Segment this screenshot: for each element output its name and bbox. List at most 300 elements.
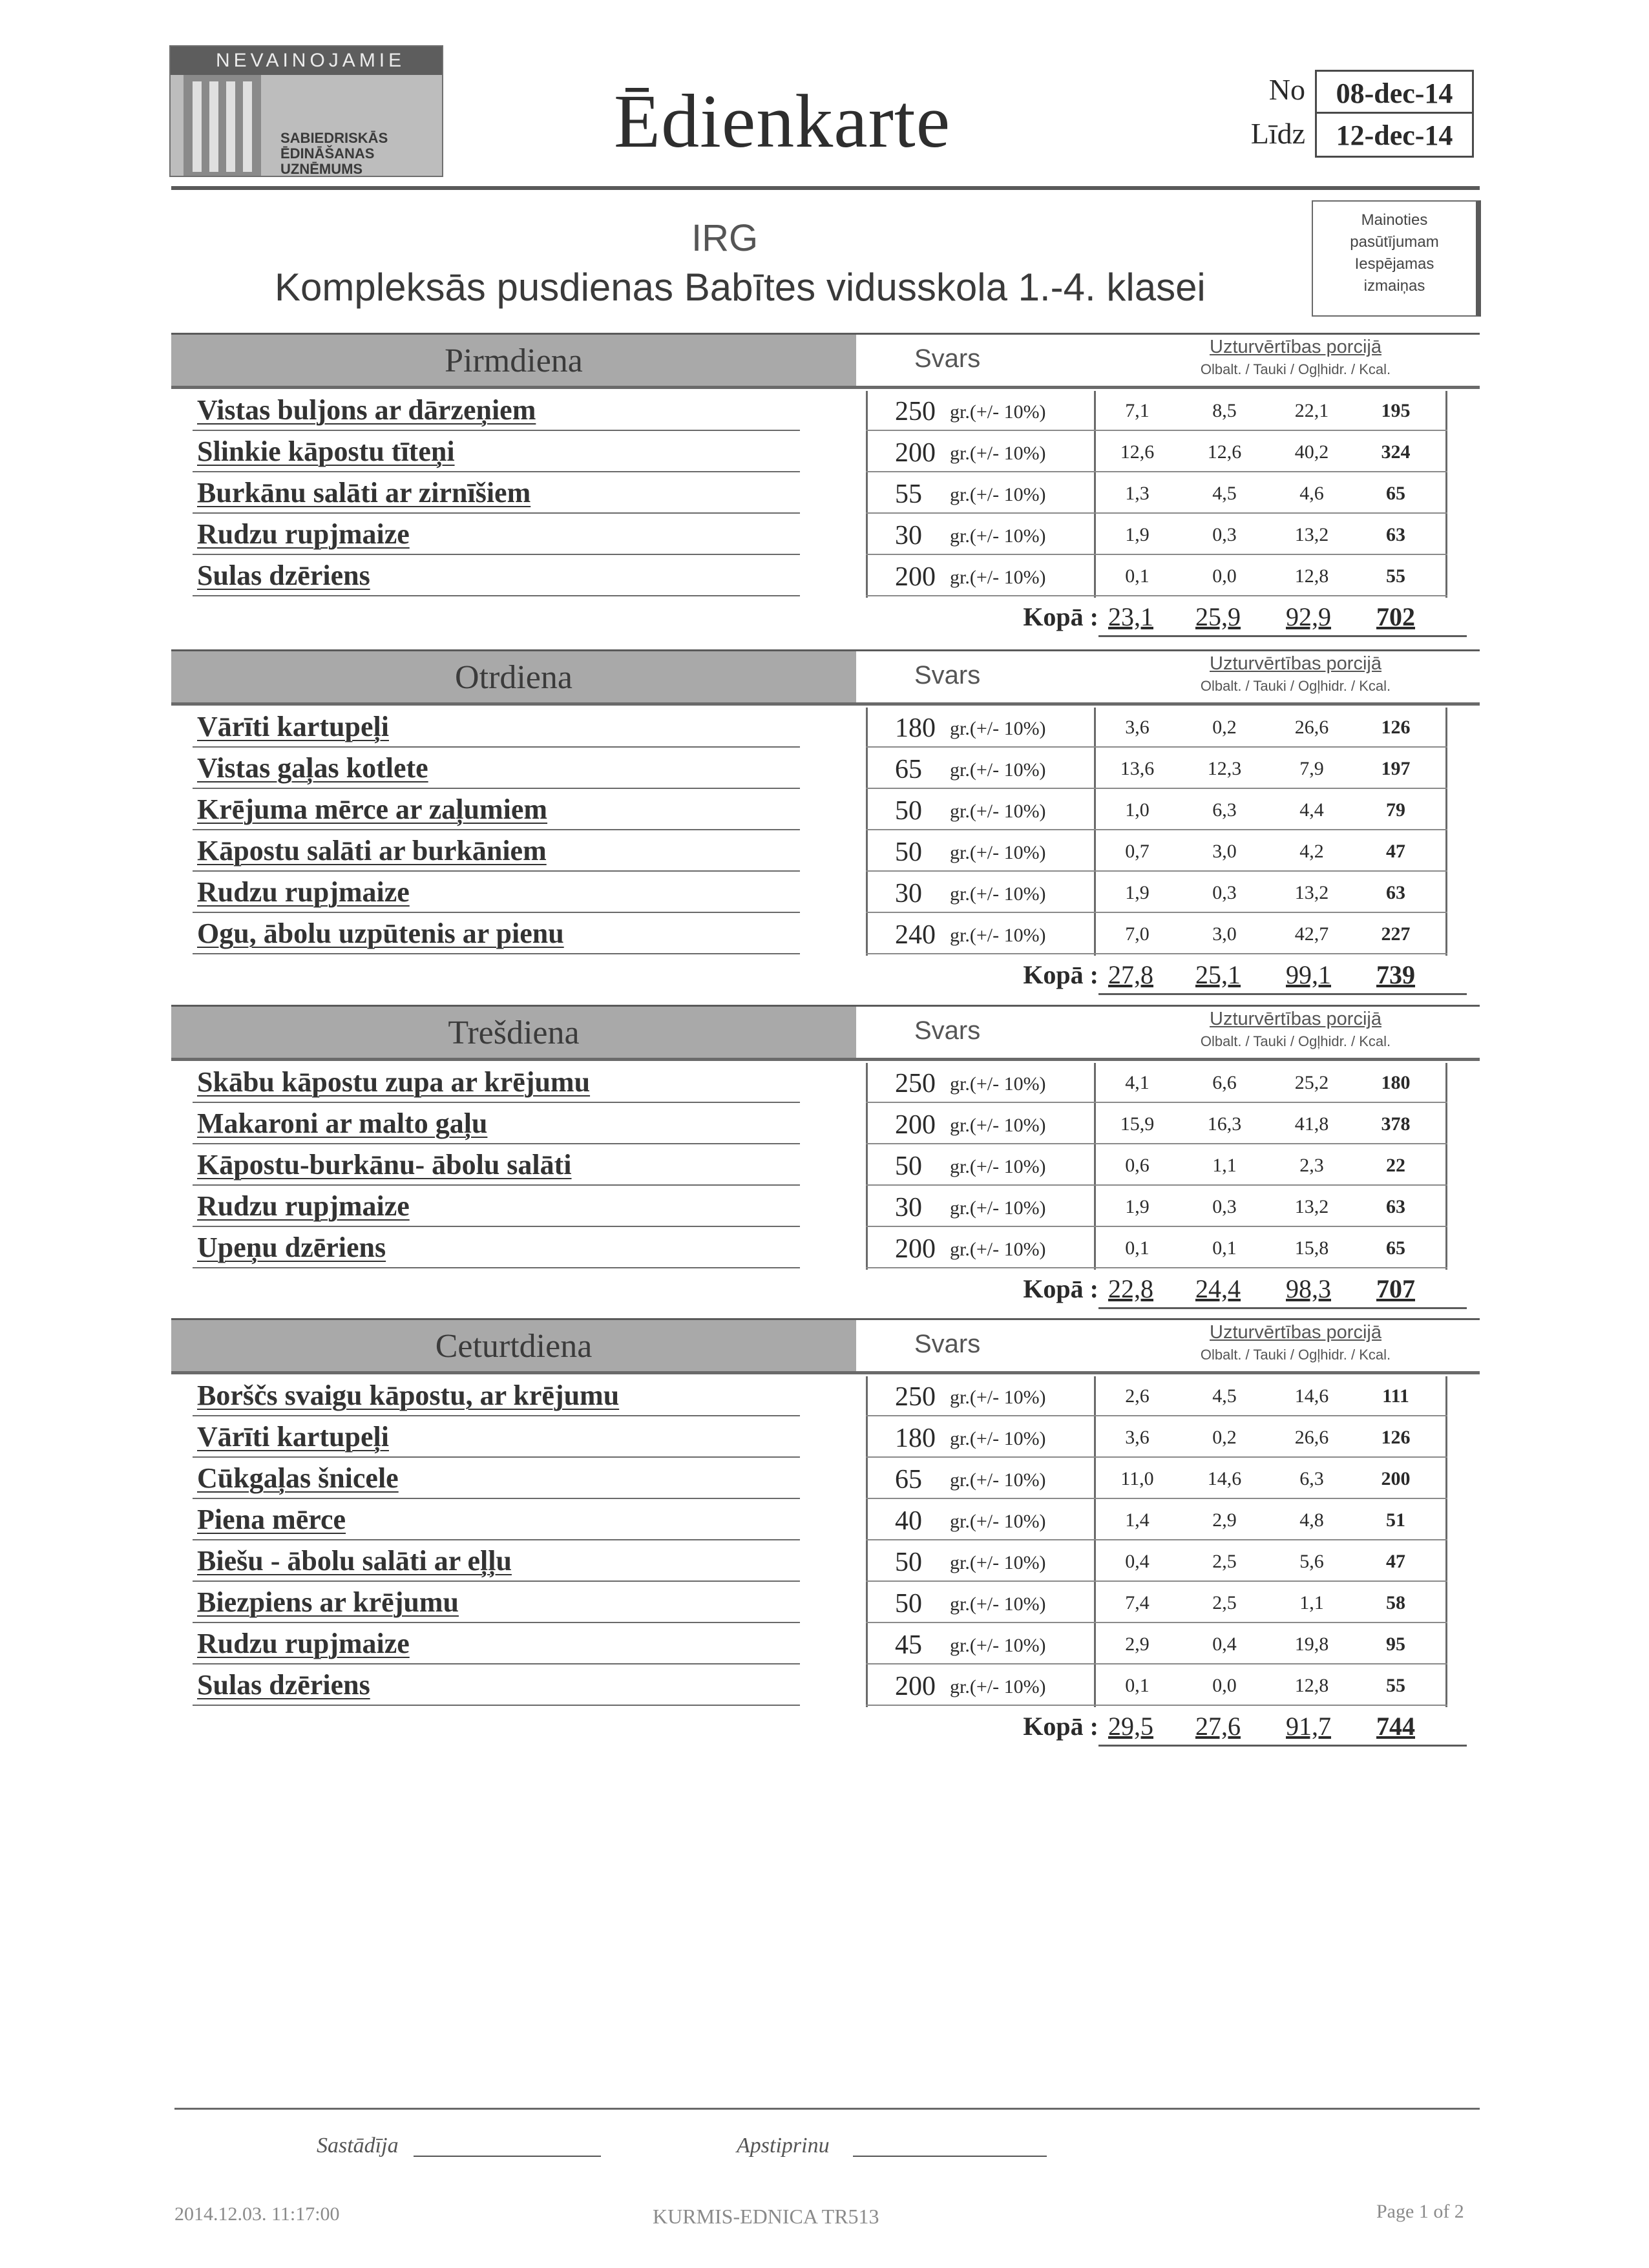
dish-protein: 1,0 [1125, 799, 1150, 821]
dish-protein: 0,7 [1125, 841, 1150, 862]
dish-name: Sulas dzēriens [197, 560, 370, 591]
column-separator [1094, 1376, 1096, 1707]
dish-weight-unit: gr.(+/- 10%) [950, 1197, 1046, 1219]
dish-protein: 1,9 [1125, 524, 1150, 545]
row-divider [866, 746, 1447, 748]
total-protein: 22,8 [1108, 1274, 1153, 1303]
column-separator [1094, 1063, 1096, 1270]
page-title: Ēdienkarte [614, 79, 951, 163]
dish-weight: 180 [895, 1423, 936, 1453]
dish-protein: 11,0 [1120, 1468, 1154, 1489]
compiled-by-label: Sastādīja [317, 2134, 399, 2158]
dish-fat: 3,0 [1212, 923, 1237, 945]
dish-underline [193, 1705, 800, 1706]
day-name: Ceturtdiena [435, 1328, 593, 1365]
notice-line: izmaiņas [1363, 277, 1425, 295]
day-name: Otrdiena [455, 659, 572, 696]
dish-name: Vistas buljons ar dārzeņiem [197, 394, 536, 426]
dish-underline [193, 1456, 800, 1458]
dish-protein: 2,9 [1125, 1633, 1150, 1655]
weight-column-header: Svars [914, 661, 981, 689]
column-separator [866, 1376, 868, 1707]
dish-weight-unit: gr.(+/- 10%) [950, 1635, 1046, 1656]
day-header-3 [171, 1005, 856, 1060]
dish-weight-unit: gr.(+/- 10%) [950, 1239, 1046, 1260]
dish-weight: 200 [895, 1110, 936, 1140]
dish-kcal: 180 [1381, 1072, 1411, 1093]
dish-kcal: 79 [1386, 799, 1405, 821]
dish-fat: 0,3 [1212, 882, 1237, 903]
dish-weight: 250 [895, 1069, 936, 1098]
total-carbs: 92,9 [1286, 602, 1331, 631]
dish-carbs: 41,8 [1294, 1113, 1329, 1135]
nutrition-column-header: Uzturvērtības porcijā [1210, 1322, 1381, 1343]
dish-protein: 1,4 [1125, 1509, 1150, 1531]
nutrition-column-header: Uzturvērtības porcijā [1210, 337, 1381, 357]
dish-kcal: 63 [1386, 524, 1405, 545]
dish-carbs: 4,4 [1299, 799, 1324, 821]
weight-column-header: Svars [914, 1016, 981, 1045]
row-divider [866, 512, 1447, 514]
dish-carbs: 2,3 [1299, 1155, 1324, 1176]
row-divider [866, 1456, 1447, 1458]
dish-underline [193, 1498, 800, 1499]
dish-protein: 2,6 [1125, 1385, 1150, 1407]
approved-by-signature-line [853, 2156, 1047, 2157]
day-name: Trešdiena [448, 1014, 580, 1051]
notice-line: Mainoties [1361, 211, 1428, 229]
dish-carbs: 12,8 [1294, 565, 1329, 587]
total-fat: 24,4 [1195, 1274, 1241, 1303]
day-header-2 [171, 649, 856, 704]
row-divider [866, 1705, 1447, 1706]
dish-weight-unit: gr.(+/- 10%) [950, 525, 1046, 547]
total-kcal: 702 [1376, 602, 1415, 631]
total-carbs: 91,7 [1286, 1712, 1331, 1741]
dish-weight: 240 [895, 920, 936, 950]
print-timestamp: 2014.12.03. 11:17:00 [174, 2203, 340, 2225]
dish-weight: 180 [895, 713, 936, 743]
dish-carbs: 19,8 [1294, 1633, 1329, 1655]
dish-fat: 6,6 [1212, 1072, 1237, 1093]
dish-name: Rudzu rupjmaize [197, 876, 410, 908]
day-header-4 [171, 1318, 856, 1373]
dish-weight: 200 [895, 438, 936, 468]
dish-fat: 12,6 [1207, 441, 1242, 463]
row-divider [866, 595, 1447, 596]
total-label: Kopā : [1023, 1274, 1098, 1303]
dish-protein: 12,6 [1120, 441, 1155, 463]
dish-name: Upeņu dzēriens [197, 1232, 386, 1263]
dish-carbs: 22,1 [1294, 400, 1329, 421]
dish-weight-unit: gr.(+/- 10%) [950, 883, 1046, 905]
header-divider [171, 186, 1480, 190]
dish-weight: 50 [895, 837, 922, 867]
logo-line: UZNĒMUMS [280, 161, 363, 177]
nutrition-column-header: Uzturvērtības porcijā [1210, 1009, 1381, 1029]
dish-name: Rudzu rupjmaize [197, 518, 410, 550]
notice-line: Iespējamas [1354, 255, 1434, 273]
dish-carbs: 5,6 [1299, 1551, 1324, 1572]
dish-name: Krējuma mērce ar zaļumiem [197, 793, 548, 825]
row-divider [866, 788, 1447, 789]
dish-carbs: 6,3 [1299, 1468, 1324, 1489]
dish-weight: 65 [895, 755, 922, 784]
dish-carbs: 4,2 [1299, 841, 1324, 862]
dish-kcal: 47 [1386, 1551, 1405, 1572]
dish-protein: 3,6 [1125, 717, 1150, 738]
dish-weight-unit: gr.(+/- 10%) [950, 1593, 1046, 1615]
row-divider [866, 1663, 1447, 1664]
dish-protein: 7,4 [1125, 1592, 1150, 1613]
row-divider [866, 430, 1447, 431]
menu-subtitle: Kompleksās pusdienas Babītes vidusskola 1.-4. klasei [275, 266, 1206, 309]
nutrition-column-header: Uzturvērtības porcijā [1210, 653, 1381, 674]
dish-weight-unit: gr.(+/- 10%) [950, 401, 1046, 423]
total-kcal: 739 [1376, 960, 1415, 989]
system-name: KURMIS-EDNICA TR513 [653, 2205, 879, 2228]
total-label: Kopā : [1023, 1712, 1098, 1741]
dish-fat: 16,3 [1207, 1113, 1242, 1135]
row-divider [866, 1539, 1447, 1540]
dish-protein: 7,0 [1125, 923, 1150, 945]
total-kcal: 744 [1376, 1712, 1415, 1741]
total-kcal: 707 [1376, 1274, 1415, 1303]
dish-kcal: 95 [1386, 1633, 1405, 1655]
dish-underline [193, 554, 800, 555]
dish-weight-unit: gr.(+/- 10%) [950, 801, 1046, 822]
dish-weight-unit: gr.(+/- 10%) [950, 1387, 1046, 1408]
dish-name: Vārīti kartupeļi [197, 711, 389, 742]
dish-carbs: 4,6 [1299, 483, 1324, 504]
footer-divider [174, 2108, 1480, 2110]
dish-name: Rudzu rupjmaize [197, 1190, 410, 1222]
dish-weight: 250 [895, 1382, 936, 1412]
dish-fat: 2,9 [1212, 1509, 1237, 1531]
dish-fat: 2,5 [1212, 1592, 1237, 1613]
dish-fat: 0,0 [1212, 565, 1237, 587]
compiled-by-signature-line [414, 2156, 601, 2157]
dish-underline [193, 1267, 800, 1268]
dish-protein: 15,9 [1120, 1113, 1155, 1135]
dish-protein: 1,9 [1125, 1196, 1150, 1217]
dish-carbs: 42,7 [1294, 923, 1329, 945]
dish-weight-unit: gr.(+/- 10%) [950, 1552, 1046, 1573]
dish-kcal: 51 [1386, 1509, 1405, 1531]
column-separator [1094, 391, 1096, 598]
row-divider [866, 829, 1447, 830]
dish-protein: 0,4 [1125, 1551, 1150, 1572]
logo-line: ĒDINĀŠANAS [280, 145, 375, 162]
dish-weight: 50 [895, 1589, 922, 1619]
dish-underline [193, 430, 800, 431]
dish-underline [193, 1102, 800, 1103]
total-fat: 25,9 [1195, 602, 1241, 631]
dish-carbs: 15,8 [1294, 1237, 1329, 1259]
dish-fat: 6,3 [1212, 799, 1237, 821]
dish-kcal: 22 [1386, 1155, 1405, 1176]
dish-carbs: 12,8 [1294, 1675, 1329, 1696]
row-divider [866, 554, 1447, 555]
total-fat: 25,1 [1195, 960, 1241, 989]
dish-fat: 4,5 [1212, 1385, 1237, 1407]
dish-protein: 4,1 [1125, 1072, 1150, 1093]
dish-underline [193, 1580, 800, 1582]
dish-weight: 200 [895, 562, 936, 592]
row-divider [866, 1226, 1447, 1227]
dish-kcal: 55 [1386, 565, 1405, 587]
dish-fat: 2,5 [1212, 1551, 1237, 1572]
column-separator [1094, 708, 1096, 956]
dish-weight-unit: gr.(+/- 10%) [950, 759, 1046, 781]
total-underline [1098, 635, 1467, 637]
dish-carbs: 14,6 [1294, 1385, 1329, 1407]
dish-protein: 7,1 [1125, 400, 1150, 421]
change-notice [1312, 200, 1481, 317]
dish-protein: 0,1 [1125, 565, 1150, 587]
dish-carbs: 26,6 [1294, 717, 1329, 738]
dish-weight: 200 [895, 1672, 936, 1701]
total-carbs: 99,1 [1286, 960, 1331, 989]
dish-kcal: 58 [1386, 1592, 1405, 1613]
dish-carbs: 26,6 [1294, 1427, 1329, 1448]
notice-line: pasūtījumam [1350, 233, 1439, 251]
row-divider [866, 912, 1447, 913]
dish-kcal: 197 [1381, 758, 1411, 779]
dish-underline [193, 512, 800, 514]
dish-kcal: 47 [1386, 841, 1405, 862]
dish-protein: 1,3 [1125, 483, 1150, 504]
dish-kcal: 195 [1381, 400, 1411, 421]
dish-protein: 1,9 [1125, 882, 1150, 903]
row-divider [866, 870, 1447, 872]
dish-kcal: 111 [1382, 1385, 1409, 1407]
dish-kcal: 324 [1381, 441, 1411, 463]
dish-kcal: 65 [1386, 1237, 1405, 1259]
dish-weight-unit: gr.(+/- 10%) [950, 1511, 1046, 1532]
dish-weight: 30 [895, 1193, 922, 1223]
dish-name: Kāpostu salāti ar burkāniem [197, 835, 547, 866]
day-name: Pirmdiena [445, 342, 583, 379]
organization-name: IRG [691, 217, 759, 259]
dish-kcal: 200 [1381, 1468, 1411, 1489]
dish-weight: 40 [895, 1506, 922, 1536]
day-header-underline [171, 1058, 1480, 1061]
dish-underline [193, 1663, 800, 1664]
dish-weight: 45 [895, 1630, 922, 1660]
dish-weight-unit: gr.(+/- 10%) [950, 484, 1046, 505]
dish-weight: 30 [895, 879, 922, 908]
column-separator [1445, 391, 1447, 598]
dish-weight-unit: gr.(+/- 10%) [950, 718, 1046, 739]
row-divider [866, 1580, 1447, 1582]
nutrition-subheader: Olbalt. / Tauki / Ogļhidr. / Kcal. [1200, 361, 1391, 377]
dish-underline [193, 1184, 800, 1186]
dish-name: Ogu, ābolu uzpūtenis ar pienu [197, 918, 564, 949]
dish-fat: 0,3 [1212, 1196, 1237, 1217]
column-separator [866, 1063, 868, 1270]
dish-underline [193, 829, 800, 830]
dish-weight-unit: gr.(+/- 10%) [950, 1073, 1046, 1095]
total-carbs: 98,3 [1286, 1274, 1331, 1303]
dish-kcal: 55 [1386, 1675, 1405, 1696]
dish-weight: 65 [895, 1465, 922, 1495]
total-label: Kopā : [1023, 602, 1098, 631]
row-divider [866, 471, 1447, 472]
dish-weight-unit: gr.(+/- 10%) [950, 1156, 1046, 1177]
dish-weight: 250 [895, 397, 936, 426]
dish-underline [193, 1415, 800, 1416]
column-separator [866, 708, 868, 956]
dish-protein: 13,6 [1120, 758, 1155, 779]
dish-kcal: 65 [1386, 483, 1405, 504]
from-date: 08-dec-14 [1315, 70, 1474, 114]
dish-kcal: 126 [1381, 1427, 1411, 1448]
dish-name: Skābu kāpostu zupa ar krējumu [197, 1066, 591, 1098]
logo-line: SABIEDRISKĀS [280, 130, 388, 146]
dish-weight-unit: gr.(+/- 10%) [950, 567, 1046, 588]
dish-underline [193, 912, 800, 913]
dish-underline [193, 1622, 800, 1623]
nutrition-subheader: Olbalt. / Tauki / Ogļhidr. / Kcal. [1200, 1347, 1391, 1363]
dish-name: Borščs svaigu kāpostu, ar krējumu [197, 1380, 620, 1411]
dish-name: Slinkie kāpostu tīteņi [197, 436, 455, 467]
dish-carbs: 13,2 [1294, 882, 1329, 903]
dish-protein: 0,1 [1125, 1675, 1150, 1696]
dish-weight: 50 [895, 1548, 922, 1577]
row-divider [866, 1184, 1447, 1186]
logo-emblem-icon [184, 75, 261, 176]
dish-weight-unit: gr.(+/- 10%) [950, 842, 1046, 863]
dish-weight-unit: gr.(+/- 10%) [950, 1428, 1046, 1449]
dish-fat: 0,3 [1212, 524, 1237, 545]
logo-band-text: NEVAINOJAMIE [171, 47, 442, 75]
dish-weight: 200 [895, 1234, 936, 1264]
dish-name: Piena mērce [197, 1504, 346, 1535]
dish-underline [193, 870, 800, 872]
row-divider [866, 1143, 1447, 1144]
dish-name: Vistas gaļas kotlete [197, 752, 428, 784]
weight-column-header: Svars [914, 344, 981, 373]
dish-fat: 4,5 [1212, 483, 1237, 504]
day-header-underline [171, 702, 1480, 706]
dish-underline [193, 595, 800, 596]
dish-carbs: 1,1 [1299, 1592, 1324, 1613]
from-label: No [1268, 73, 1305, 106]
total-underline [1098, 1745, 1467, 1747]
dish-carbs: 4,8 [1299, 1509, 1324, 1531]
dish-kcal: 63 [1386, 882, 1405, 903]
column-separator [1445, 1063, 1447, 1270]
column-separator [1445, 708, 1447, 956]
row-divider [866, 1267, 1447, 1268]
row-divider [866, 953, 1447, 954]
dish-underline [193, 788, 800, 789]
logo-subtitle [280, 131, 436, 177]
dish-name: Biezpiens ar krējumu [197, 1586, 459, 1618]
dish-underline [193, 1539, 800, 1540]
day-header-underline [171, 1371, 1480, 1374]
total-protein: 23,1 [1108, 602, 1153, 631]
dish-kcal: 63 [1386, 1196, 1405, 1217]
day-header-underline [171, 386, 1480, 389]
dish-carbs: 7,9 [1299, 758, 1324, 779]
column-separator [1445, 1376, 1447, 1707]
day-header-1 [171, 333, 856, 388]
row-divider [866, 1415, 1447, 1416]
row-divider [866, 1102, 1447, 1103]
dish-protein: 3,6 [1125, 1427, 1150, 1448]
dish-fat: 12,3 [1207, 758, 1242, 779]
total-protein: 29,5 [1108, 1712, 1153, 1741]
total-underline [1098, 1307, 1467, 1309]
dish-underline [193, 1226, 800, 1227]
dish-kcal: 378 [1381, 1113, 1411, 1135]
dish-underline [193, 471, 800, 472]
dish-weight-unit: gr.(+/- 10%) [950, 1115, 1046, 1136]
dish-carbs: 13,2 [1294, 1196, 1329, 1217]
nutrition-subheader: Olbalt. / Tauki / Ogļhidr. / Kcal. [1200, 678, 1391, 694]
dish-name: Vārīti kartupeļi [197, 1421, 389, 1453]
dish-weight: 50 [895, 796, 922, 826]
dish-name: Sulas dzēriens [197, 1669, 370, 1701]
row-divider [866, 1498, 1447, 1499]
dish-carbs: 13,2 [1294, 524, 1329, 545]
dish-kcal: 126 [1381, 717, 1411, 738]
dish-weight: 30 [895, 521, 922, 551]
dish-name: Burkānu salāti ar zirnīšiem [197, 477, 531, 509]
total-underline [1098, 993, 1467, 995]
column-separator [866, 391, 868, 598]
dish-weight-unit: gr.(+/- 10%) [950, 1676, 1046, 1697]
to-label: Līdz [1250, 117, 1305, 150]
company-logo [169, 45, 443, 177]
dish-fat: 0,2 [1212, 717, 1237, 738]
row-divider [866, 1622, 1447, 1623]
dish-fat: 0,4 [1212, 1633, 1237, 1655]
dish-underline [193, 746, 800, 748]
dish-name: Kāpostu-burkānu- ābolu salāti [197, 1149, 572, 1181]
dish-name: Cūkgaļas šnicele [197, 1462, 399, 1494]
weight-column-header: Svars [914, 1330, 981, 1358]
dish-name: Makaroni ar malto gaļu [197, 1108, 488, 1139]
nutrition-subheader: Olbalt. / Tauki / Ogļhidr. / Kcal. [1200, 1033, 1391, 1049]
dish-weight-unit: gr.(+/- 10%) [950, 1469, 1046, 1491]
total-label: Kopā : [1023, 960, 1098, 989]
dish-name: Rudzu rupjmaize [197, 1628, 410, 1659]
dish-carbs: 25,2 [1294, 1072, 1329, 1093]
dish-fat: 8,5 [1212, 400, 1237, 421]
dish-name: Biešu - ābolu salāti ar eļļu [197, 1545, 512, 1577]
page-number: Page 1 of 2 [1376, 2201, 1464, 2222]
dish-fat: 0,2 [1212, 1427, 1237, 1448]
approved-by-label: Apstiprinu [737, 2134, 830, 2158]
dish-weight: 55 [895, 479, 922, 509]
dish-underline [193, 953, 800, 954]
dish-weight: 50 [895, 1151, 922, 1181]
dish-fat: 14,6 [1207, 1468, 1242, 1489]
dish-protein: 0,6 [1125, 1155, 1150, 1176]
dish-carbs: 40,2 [1294, 441, 1329, 463]
to-date: 12-dec-14 [1315, 114, 1474, 158]
dish-kcal: 227 [1381, 923, 1411, 945]
dish-weight-unit: gr.(+/- 10%) [950, 925, 1046, 946]
dish-fat: 3,0 [1212, 841, 1237, 862]
dish-fat: 0,1 [1212, 1237, 1237, 1259]
total-protein: 27,8 [1108, 960, 1153, 989]
dish-fat: 1,1 [1212, 1155, 1237, 1176]
dish-underline [193, 1143, 800, 1144]
